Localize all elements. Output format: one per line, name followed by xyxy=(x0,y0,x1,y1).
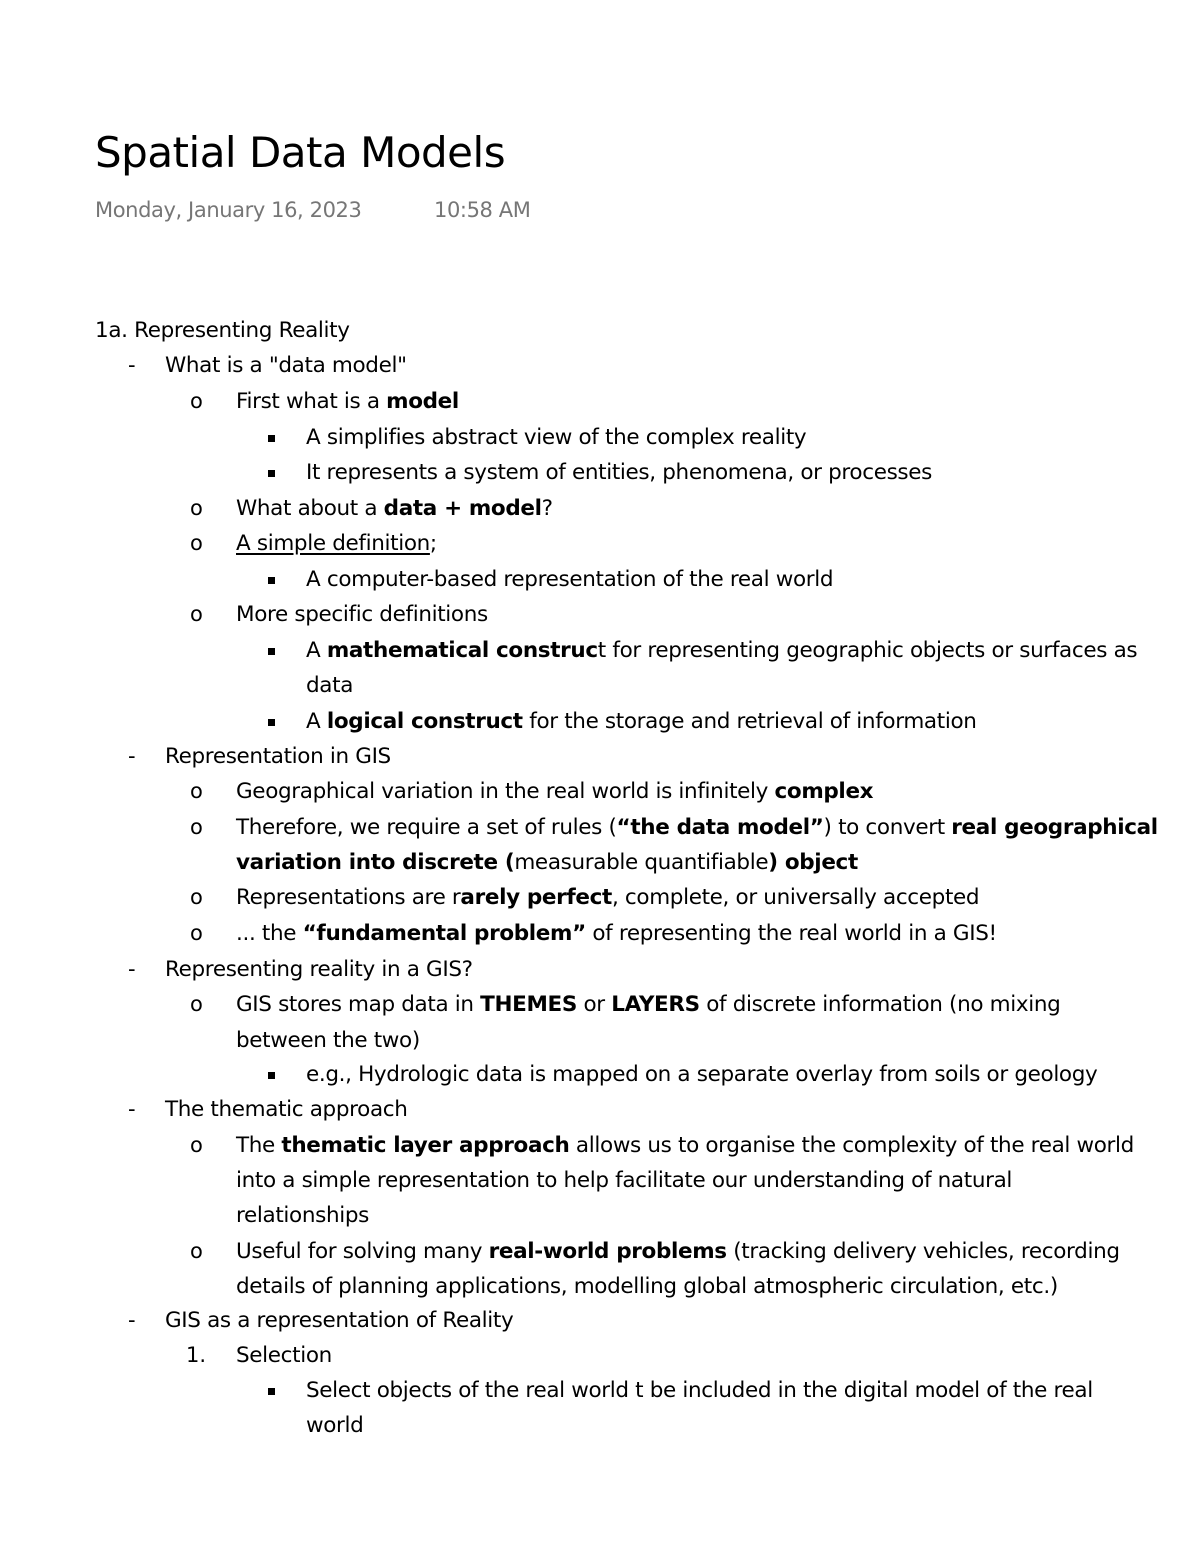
item-what-is-model: First what is a model xyxy=(236,389,459,414)
bullet-data-model: What is a "data model" xyxy=(165,353,407,378)
subitem-hydrologic-example: e.g., Hydrologic data is mapped on a separate overlay from soils or geology xyxy=(306,1062,1098,1087)
item-real-world-problems-line2: details of planning applications, modelling global atmospheric circulation, etc.) xyxy=(236,1274,1058,1299)
item-set-of-rules-continuation: variation into discrete (measurable quantifiable) object xyxy=(236,850,858,875)
square-bullet xyxy=(268,1388,275,1395)
item-thematic-layer-line3: relationships xyxy=(236,1203,370,1228)
dash-bullet xyxy=(128,739,136,774)
item-specific-definitions: More specific definitions xyxy=(236,602,488,627)
square-bullet xyxy=(268,470,275,477)
subitem-abstract-view: A simplifies abstract view of the complex reality xyxy=(306,425,807,450)
item-fundamental-problem: ... the “fundamental problem” of representing the real world in a GIS! xyxy=(236,921,997,946)
circle-bullet xyxy=(190,384,203,419)
circle-bullet xyxy=(190,1234,203,1269)
subitem-computer-representation: A computer-based representation of the real world xyxy=(306,567,834,592)
circle-bullet xyxy=(190,916,203,951)
dash-bullet xyxy=(128,348,136,383)
item-simple-definition: A simple definition; xyxy=(236,531,437,556)
bullet-representation-gis: Representation in GIS xyxy=(165,744,391,769)
circle-bullet xyxy=(190,880,203,915)
item-themes-layers: GIS stores map data in THEMES or LAYERS of discrete information (no mixing xyxy=(236,992,1061,1017)
note-date: Monday, January 16, 2023 xyxy=(95,198,362,222)
subitem-select-objects: Select objects of the real world t be included in the digital model of the real xyxy=(306,1378,1093,1403)
item-themes-layers-continuation: between the two) xyxy=(236,1028,420,1053)
circle-bullet xyxy=(190,1128,203,1163)
square-bullet xyxy=(268,1072,275,1079)
item-set-of-rules: Therefore, we require a set of rules (“the data model”) to convert real geographical xyxy=(236,815,1158,840)
circle-bullet xyxy=(190,987,203,1022)
square-bullet xyxy=(268,435,275,442)
subitem-logical-construct: A logical construct for the storage and retrieval of information xyxy=(306,709,977,734)
square-bullet xyxy=(268,719,275,726)
bullet-gis-representation: GIS as a representation of Reality xyxy=(165,1308,514,1333)
square-bullet xyxy=(268,648,275,655)
dash-bullet xyxy=(128,1303,136,1338)
list-number: 1. xyxy=(186,1343,207,1367)
item-thematic-layer-line2: into a simple representation to help facilitate our understanding of natural xyxy=(236,1168,1013,1193)
item-selection: Selection xyxy=(236,1343,332,1368)
circle-bullet xyxy=(190,774,203,809)
circle-bullet xyxy=(190,597,203,632)
subitem-system-entities: It represents a system of entities, phenomena, or processes xyxy=(306,460,932,485)
circle-bullet xyxy=(190,810,203,845)
circle-bullet xyxy=(190,526,203,561)
page-title: Spatial Data Models xyxy=(95,128,506,177)
dash-bullet xyxy=(128,952,136,987)
item-data-plus-model: What about a data + model? xyxy=(236,496,553,521)
item-real-world-problems: Useful for solving many real-world problems (tracking delivery vehicles, recording xyxy=(236,1239,1120,1264)
subitem-select-objects-continuation: world xyxy=(306,1413,364,1438)
circle-bullet xyxy=(190,491,203,526)
bullet-representing-reality-gis: Representing reality in a GIS? xyxy=(165,957,473,982)
item-rarely-perfect: Representations are rarely perfect, complete, or universally accepted xyxy=(236,885,980,910)
subitem-mathematical-construct: A mathematical construct for representing geographic objects or surfaces as xyxy=(306,638,1138,663)
dash-bullet xyxy=(128,1092,136,1127)
subitem-continuation: data xyxy=(306,673,354,698)
square-bullet xyxy=(268,577,275,584)
item-thematic-layer: The thematic layer approach allows us to organise the complexity of the real world xyxy=(236,1133,1134,1158)
bullet-thematic-approach: The thematic approach xyxy=(165,1097,408,1122)
section-heading: 1a. Representing Reality xyxy=(95,318,350,343)
note-time: 10:58 AM xyxy=(434,198,531,222)
item-geographical-variation: Geographical variation in the real world is infinitely complex xyxy=(236,779,874,804)
